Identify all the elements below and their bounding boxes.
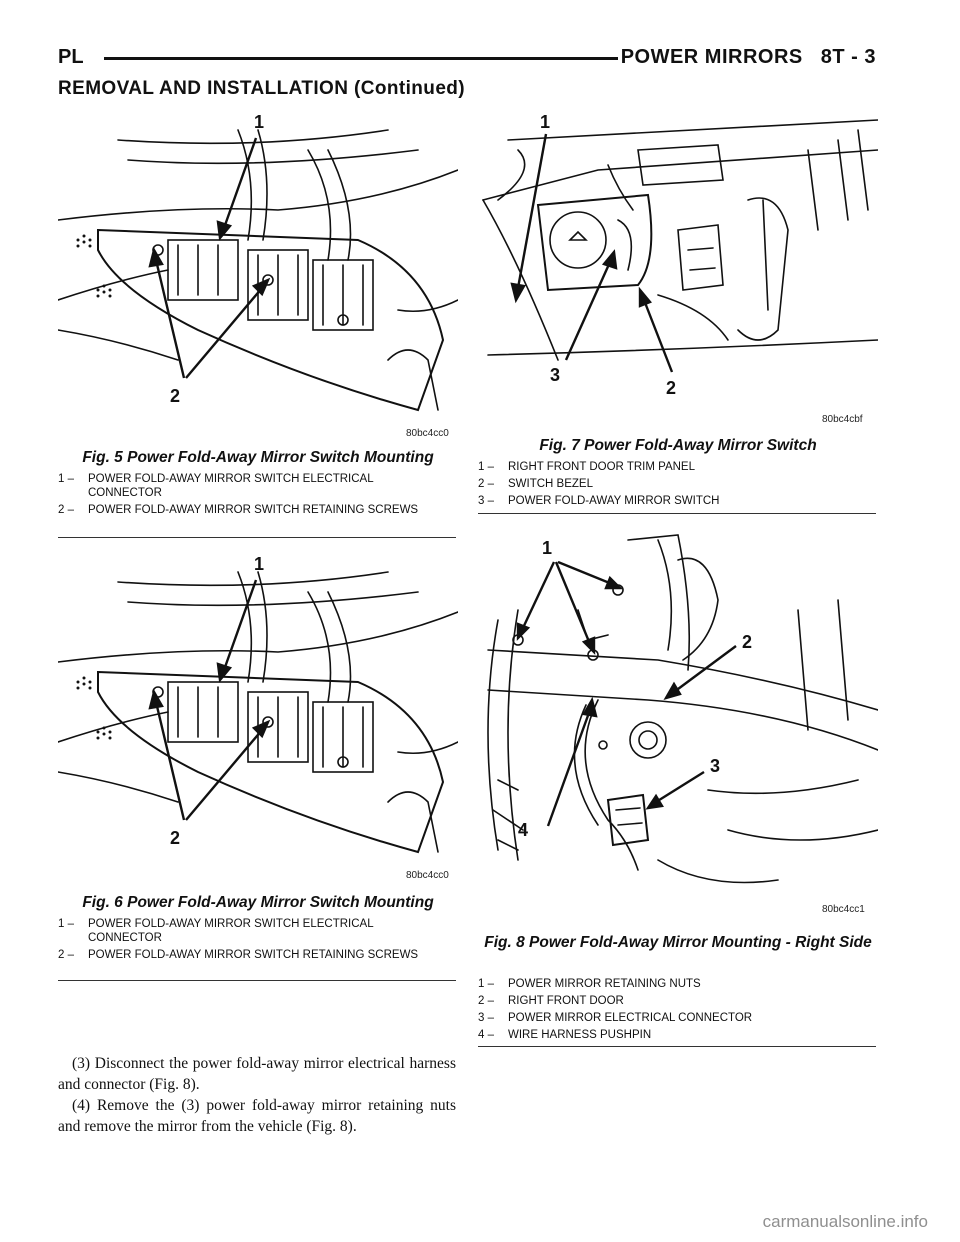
figure-6-illustration bbox=[58, 552, 458, 882]
callout-4: 4 bbox=[518, 820, 529, 840]
header-page-number: 8T - 3 bbox=[820, 46, 876, 68]
legend-number: 2 – bbox=[478, 995, 494, 1007]
legend-row bbox=[478, 1011, 870, 1025]
legend-row bbox=[478, 460, 870, 474]
legend-row bbox=[478, 977, 870, 991]
legend-text: WIRE HARNESS PUSHPIN bbox=[508, 1029, 652, 1041]
legend-number: 3 – bbox=[478, 495, 494, 507]
callout-3: 3 bbox=[550, 365, 561, 385]
header-manual-code: PL bbox=[58, 46, 84, 68]
legend-number: 1 – bbox=[58, 473, 74, 485]
step-4-text: (4) Remove the (3) power fold-away mirror retaining nuts and remove the mirror from the vehicle (Fig. 8). bbox=[58, 1097, 456, 1135]
legend-row bbox=[58, 503, 450, 517]
legend-row bbox=[478, 1028, 870, 1042]
legend-text: POWER FOLD-AWAY MIRROR SWITCH ELECTRICAL CONNECTOR bbox=[88, 918, 374, 944]
callout-2: 2 bbox=[170, 828, 181, 848]
callout-3: 3 bbox=[710, 756, 721, 776]
header-section-title: POWER MIRRORS bbox=[620, 46, 803, 68]
callout-1: 1 bbox=[540, 112, 551, 132]
legend-text: POWER FOLD-AWAY MIRROR SWITCH ELECTRICAL CONNECTOR bbox=[88, 473, 374, 499]
figure-5-caption: Fig. 5 Power Fold-Away Mirror Switch Mounting bbox=[82, 449, 434, 466]
figure-5-divider bbox=[58, 537, 456, 538]
figure-6-legend bbox=[58, 917, 450, 965]
section-title: REMOVAL AND INSTALLATION (Continued) bbox=[58, 78, 466, 99]
procedure-text bbox=[58, 1053, 456, 1137]
header-section bbox=[621, 46, 876, 69]
legend-row bbox=[478, 477, 870, 491]
figure-7-illustration bbox=[478, 110, 878, 428]
legend-text: POWER MIRROR ELECTRICAL CONNECTOR bbox=[508, 1012, 753, 1024]
legend-text: POWER FOLD-AWAY MIRROR SWITCH RETAINING SCREWS bbox=[88, 504, 419, 516]
figure-7-legend bbox=[478, 460, 870, 511]
figure-8-caption: Fig. 8 Power Fold-Away Mirror Mounting - Right Side bbox=[484, 934, 872, 951]
callout-2: 2 bbox=[742, 632, 753, 652]
page-header bbox=[58, 44, 876, 74]
switch-mounting-drawing bbox=[58, 552, 458, 882]
switch-mounting-drawing bbox=[58, 110, 458, 440]
figure-8-legend bbox=[478, 977, 870, 1045]
figure-7-divider bbox=[478, 513, 876, 514]
mirror-mounting-drawing bbox=[478, 530, 878, 916]
callout-1: 1 bbox=[254, 112, 265, 132]
switch-drawing bbox=[478, 110, 878, 428]
callout-2: 2 bbox=[170, 386, 181, 406]
legend-row bbox=[478, 494, 870, 508]
legend-text: RIGHT FRONT DOOR bbox=[508, 995, 624, 1007]
legend-number: 1 – bbox=[478, 978, 494, 990]
figure-8-illustration bbox=[478, 530, 878, 916]
figure-5-legend bbox=[58, 472, 450, 520]
figure-code: 80bc4cc0 bbox=[406, 428, 449, 439]
figure-7-caption: Fig. 7 Power Fold-Away Mirror Switch bbox=[539, 437, 817, 454]
legend-row bbox=[478, 994, 870, 1008]
callout-1: 1 bbox=[254, 554, 265, 574]
step-3-text: (3) Disconnect the power fold-away mirror electrical harness and connector (Fig. 8). bbox=[58, 1055, 456, 1093]
legend-text: POWER MIRROR RETAINING NUTS bbox=[508, 978, 701, 990]
legend-text: RIGHT FRONT DOOR TRIM PANEL bbox=[508, 461, 695, 473]
callout-1: 1 bbox=[542, 538, 553, 558]
legend-text: POWER FOLD-AWAY MIRROR SWITCH RETAINING SCREWS bbox=[88, 949, 419, 961]
watermark-link[interactable]: carmanualsonline.info bbox=[762, 1212, 928, 1231]
figure-code: 80bc4cc0 bbox=[406, 870, 449, 881]
legend-number: 2 – bbox=[58, 949, 74, 961]
legend-text: SWITCH BEZEL bbox=[508, 478, 593, 490]
figure-6-caption: Fig. 6 Power Fold-Away Mirror Switch Mounting bbox=[82, 894, 434, 911]
legend-row bbox=[58, 948, 450, 962]
figure-8-divider bbox=[478, 1046, 876, 1047]
legend-row bbox=[58, 472, 450, 500]
legend-number: 1 – bbox=[478, 461, 494, 473]
figure-code: 80bc4cbf bbox=[822, 414, 863, 425]
legend-number: 3 – bbox=[478, 1012, 494, 1024]
callout-2: 2 bbox=[666, 378, 677, 398]
figure-code: 80bc4cc1 bbox=[822, 904, 865, 915]
legend-number: 1 – bbox=[58, 918, 74, 930]
header-rule bbox=[104, 57, 618, 60]
legend-number: 2 – bbox=[478, 478, 494, 490]
legend-row bbox=[58, 917, 450, 945]
figure-6-divider bbox=[58, 980, 456, 981]
legend-number: 4 – bbox=[478, 1029, 494, 1041]
figure-5-illustration bbox=[58, 110, 458, 440]
legend-text: POWER FOLD-AWAY MIRROR SWITCH bbox=[508, 495, 720, 507]
legend-number: 2 – bbox=[58, 504, 74, 516]
